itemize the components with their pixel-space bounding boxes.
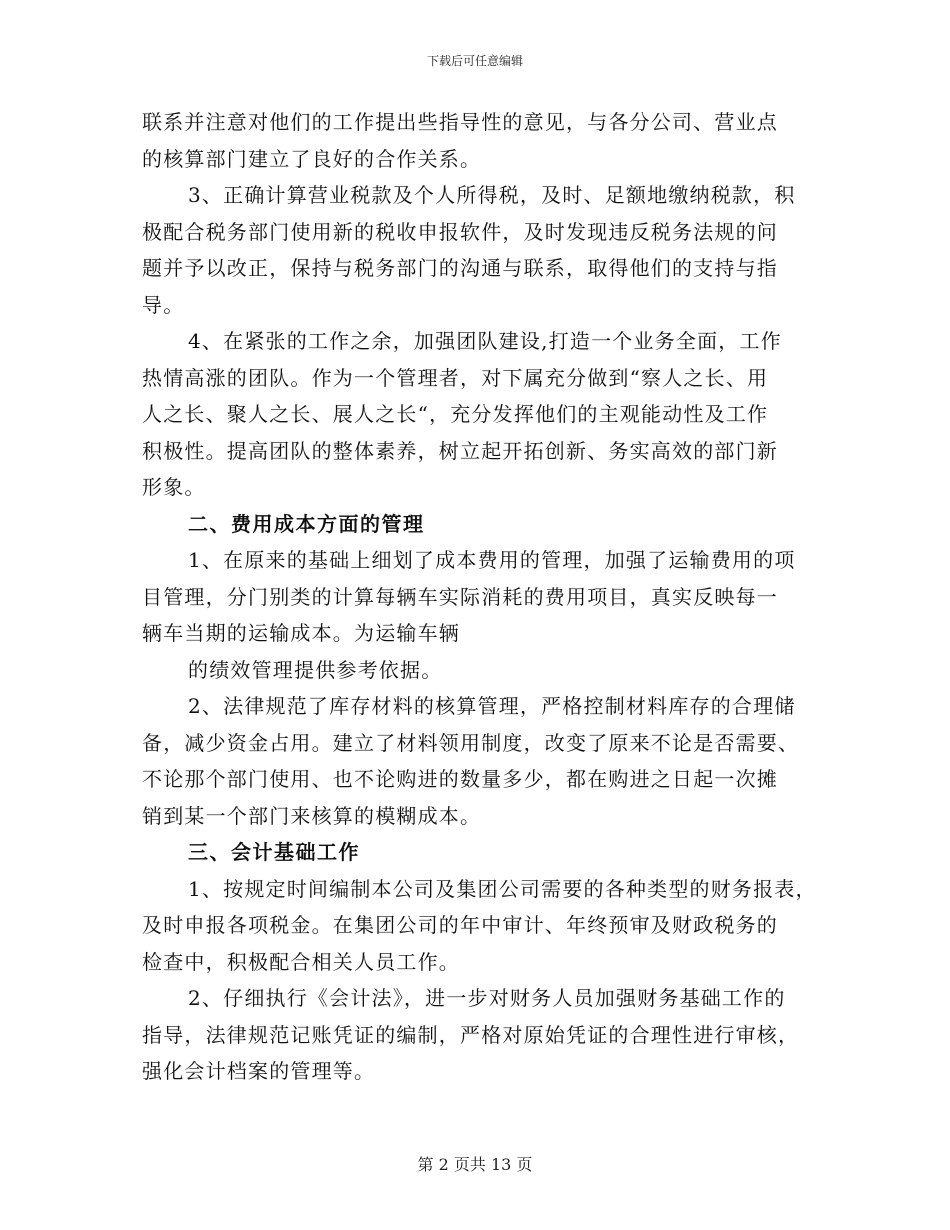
text-line: 目管理，分门别类的计算每辆车实际消耗的费用项目，真实反映每一	[142, 584, 778, 609]
text-line: 4、在紧张的工作之余，加强团队建设,打造一个业务全面，工作	[188, 329, 782, 353]
text-line: 人之长、聚人之长、展人之长“，充分发挥他们的主观能动性及工作	[142, 402, 769, 426]
text-line: 备，减少资金占用。建立了材料领用制度，改变了原来不论是否需要、	[142, 730, 800, 755]
text-line: 1、按规定时间编制本公司及集团公司需要的各种类型的财务报表，	[188, 876, 817, 901]
text-line: 强化会计档案的管理等。	[142, 1059, 376, 1083]
text-line: 形象。	[142, 475, 206, 499]
text-line: 的核算部门建立了良好的合作关系。	[142, 146, 482, 171]
text-line: 1、在原来的基础上细划了成本费用的管理，加强了运输费用的项	[188, 548, 796, 572]
text-line: 辆车当期的运输成本。为运输车辆	[142, 621, 460, 645]
text-line: 销到某一个部门来核算的模糊成本。	[142, 803, 482, 828]
section-heading: 二、费用成本方面的管理	[188, 511, 425, 536]
text-line: 题并予以改正，保持与税务部门的沟通与联系，取得他们的支持与指	[142, 256, 778, 280]
section-heading: 三、会计基础工作	[188, 840, 360, 864]
text-line: 2、仔细执行《会计法》，进一步对财务人员加强财务基础工作的	[188, 986, 786, 1010]
text-line: 3、正确计算营业税款及个人所得税，及时、足额地缴纳税款，积	[188, 183, 796, 207]
text-line: 极配合税务部门使用新的税收申报软件，及时发现违反税务法规的问	[142, 219, 778, 244]
page-number: 第 2 页共 13 页	[417, 1155, 533, 1174]
text-line: 及时申报各项税金。在集团公司的年中审计、年终预审及财政税务的	[142, 913, 778, 937]
text-line: 导。	[142, 292, 185, 317]
text-line: 指导，法律规范记账凭证的编制，严格对原始凭证的合理性进行审核，	[142, 1022, 800, 1047]
text-line: 热情高涨的团队。作为一个管理者，对下属充分做到“察人之长、用	[142, 365, 769, 390]
text-line: 积极性。提高团队的整体素养，树立起开拓创新、务实高效的部门新	[142, 438, 778, 463]
text-line: 2、法律规范了库存材料的核算管理，严格控制材料库存的合理储	[188, 694, 796, 718]
page-header-note: 下载后可任意编辑	[426, 54, 523, 68]
text-line: 不论那个部门使用、也不论购进的数量多少，都在购进之日起一次摊	[142, 767, 778, 791]
text-line: 检查中，积极配合相关人员工作。	[142, 949, 460, 974]
document-body	[142, 104, 822, 1090]
text-line: 的绩效管理提供参考依据。	[188, 657, 443, 682]
text-line: 联系并注意对他们的工作提出些指导性的意见，与各分公司、营业点	[142, 110, 778, 134]
